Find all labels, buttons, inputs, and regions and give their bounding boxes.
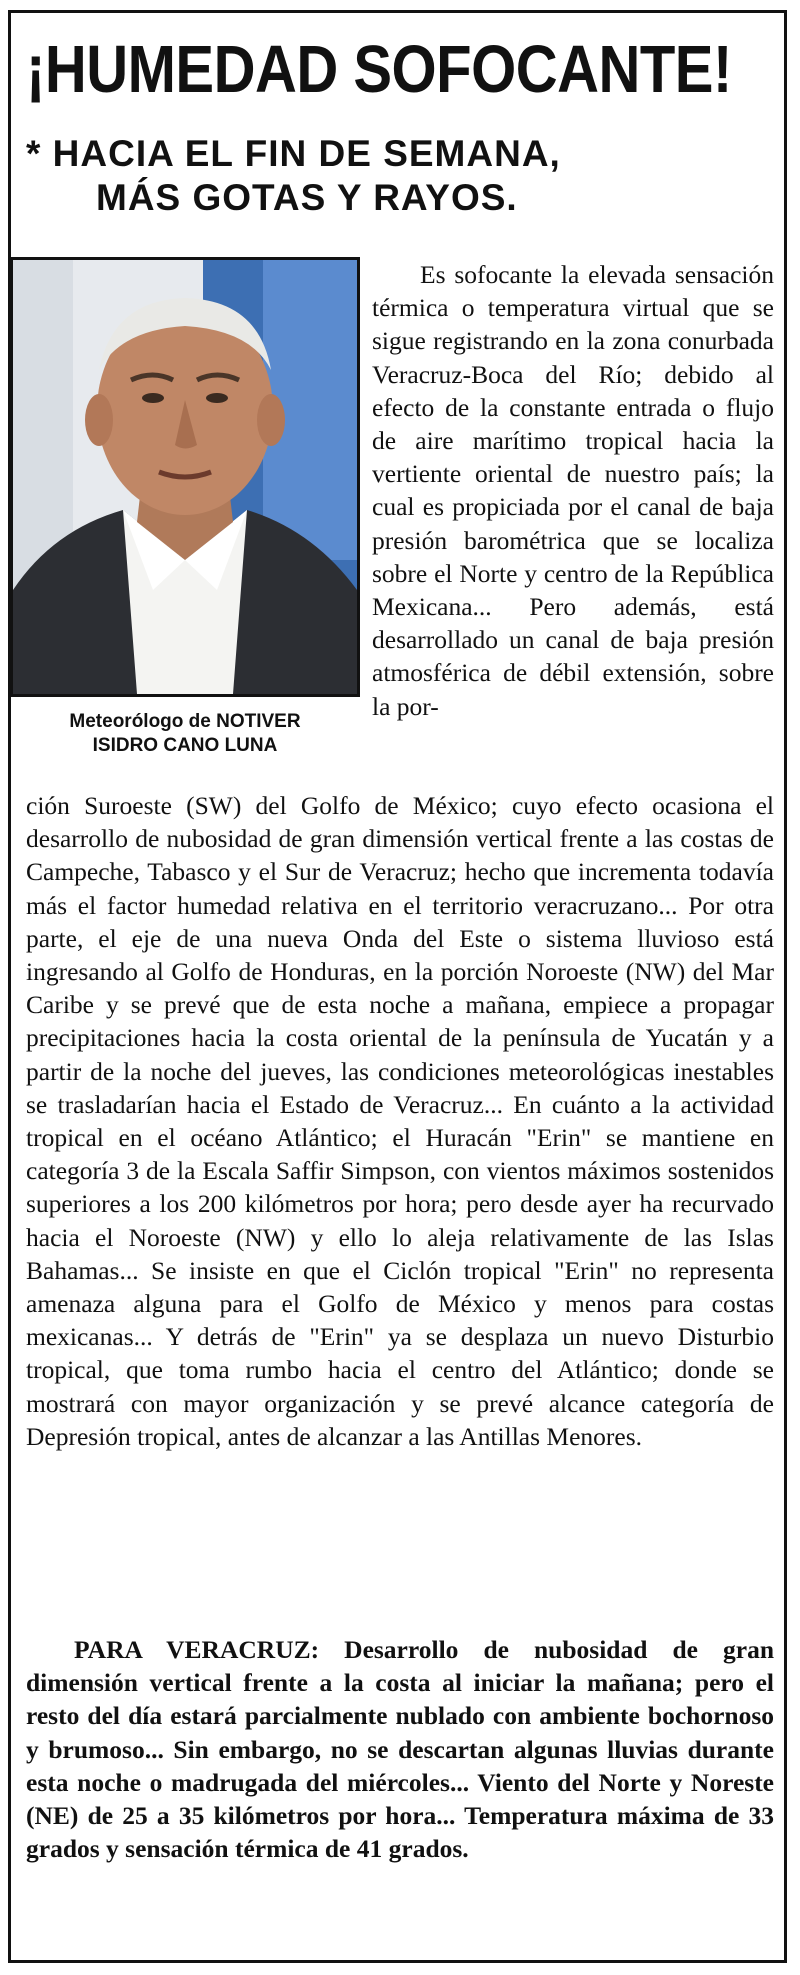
headline: ¡HUMEDAD SOFOCANTE! [26,32,732,108]
subhead-line-1: * HACIA EL FIN DE SEMANA, [26,133,561,174]
body-paragraph-continued: ción Suroeste (SW) del Golfo de México; cuyo efecto ocasiona el desarrollo de nubosidad de gran dimensión vertical frente a las costas de Campeche, Tabasco y el Sur de Veracruz; hecho que incrementa todavía más el factor humedad relativa en el territorio veracruzano... Por otra parte, el eje de una nueva Onda del Este o sistema lluvioso está ingresando al Golfo de Honduras, en la porción Noroeste (NW) del Mar Caribe y se prevé que de esta noche a mañana, empiece a propagar precipitaciones hacia la costa oriental de la península de Yucatán y a partir de la noche del jueves, las condiciones meteorológicas inestables se trasladarían hacia el Estado de Veracruz... En cuánto a la actividad tropical en el océano Atlántico; el Huracán "Erin" se mantiene en categoría 3 de la Escala Saffir Simpson, con vientos máximos sostenidos superiores a los 200 kilómetros por hora; pero desde ayer ha recurvado hacia el Noroeste (NW) y ello lo aleja relativamente de las Islas Bahamas... Se insiste en que el Ciclón tropical "Erin" no representa amenaza alguna para el Golfo de México y menos para costas mexicanas... Y detrás de "Erin" ya se desplaza un nuevo Disturbio tropical, que toma rumbo hacia el centro del Atlántico; donde se mostrará con mayor organización y se prevé alcance categoría de Depresión tropical, antes de alcanzar a las Antillas Menores. [26,791,774,1451]
meteorologist-photo [10,257,360,697]
subhead-line-2: MÁS GOTAS Y RAYOS. [96,177,518,218]
article-body-column [372,258,774,723]
portrait-illustration [13,260,357,694]
caption-line-2: ISIDRO CANO LUNA [92,735,278,756]
photo-caption [10,710,360,758]
article-body-full [26,789,774,1453]
caption-line-1: Meteorólogo de NOTIVER [69,711,301,732]
veracruz-forecast-summary: PARA VERACRUZ: Desarrollo de nubosidad de gran dimensión vertical frente a la costa al iniciar la mañana; pero el resto del día estará parcialmente nublado con ambiente bochornoso y brumoso... Sin embargo, no se descartan algunas lluvias durante esta noche o madrugada del miércoles... Viento del Norte y Noreste (NE) de 25 a 35 kilómetros por hora... Temperatura máxima de 33 grados y sensación térmica de 41 grados. [26,1635,774,1864]
body-paragraph-start: Es sofocante la elevada sensación térmica o temperatura virtual que se sigue registrando en la zona conurbada Veracruz-Boca del Río; debido al efecto de la constante entrada o flujo de aire marítimo tropical hacia la vertiente oriental de nuestro país; la cual es propiciada por el canal de baja presión barométrica que se localiza sobre el Norte y centro de la República Mexicana... Pero además, está desarrollado un canal de baja presión atmosférica de débil extensión, sobre la por- [372,260,774,721]
subheadline [26,132,786,220]
